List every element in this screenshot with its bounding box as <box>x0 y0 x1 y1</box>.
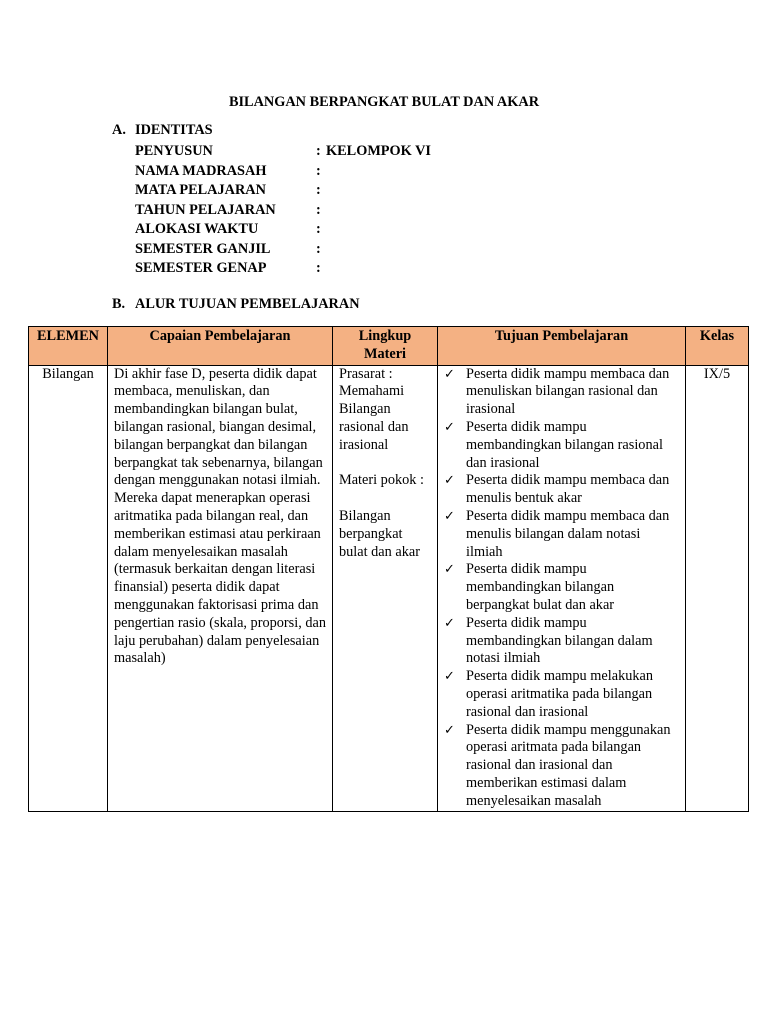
table-header-row <box>29 327 749 366</box>
list-item <box>444 508 679 561</box>
identity-row-alokasi-waktu <box>135 220 431 240</box>
identity-list <box>135 142 431 279</box>
identity-value: KELOMPOK VI <box>326 143 431 159</box>
list-item <box>444 472 679 508</box>
identity-colon: : <box>316 221 321 237</box>
identity-colon: : <box>316 260 321 276</box>
header-capaian: Capaian Pembelajaran <box>108 327 333 366</box>
identity-label: MATA PELAJARAN <box>135 182 266 198</box>
identity-label: PENYUSUN <box>135 143 213 159</box>
identity-colon: : <box>316 201 321 218</box>
lingkup-materi-pokok-label: Materi pokok : <box>339 472 424 489</box>
header-elemen: ELEMEN <box>29 327 108 366</box>
check-icon: ✓ <box>444 562 455 578</box>
check-icon: ✓ <box>444 419 455 435</box>
identity-row-semester-ganjil <box>135 240 431 260</box>
tujuan-text: Peserta didik mampu melakukan operasi aritmatika pada bilangan rasional dan irasional <box>466 668 654 720</box>
check-icon: ✓ <box>444 615 455 631</box>
cell-capaian: Di akhir fase D, peserta didik dapat membaca, menuliskan, dan membandingkan bilangan bulat, bilangan rasional, biangan desimal, bilangan berpangkat dan bilangan berpangkat tak sebenarnya, bilangan dengan menggunakan notasi ilmiah. Mereka dapat menerapkan operasi aritmatika pada bilangan real, dan memberikan estimasi atau perkiraan dalam menyelesaikan masalah (termasuk berkaitan dengan literasi finansial) peserta didik dapat menggunakan faktorisasi prima dan pengertian rasio (skala, proporsi, dan laju perubahan) dalam penyelesaian masalah) <box>108 365 333 811</box>
identity-row-tahun-pelajaran <box>135 201 431 221</box>
list-item <box>444 419 679 472</box>
identity-label: ALOKASI WAKTU <box>135 221 259 237</box>
tujuan-text: Peserta didik mampu membaca dan menuliskan bilangan rasional dan irasional <box>466 365 670 418</box>
list-item <box>444 366 679 419</box>
tujuan-text: Peserta didik mampu menggunakan operasi aritmata pada bilangan rasional dan irasional dan memberikan estimasi dalam menyelesaikan masalah <box>466 721 671 809</box>
identity-label: SEMESTER GANJIL <box>135 240 271 257</box>
section-b-number: B. <box>112 296 126 312</box>
identity-row-semester-genap <box>135 259 431 279</box>
check-icon: ✓ <box>444 508 455 524</box>
identity-label: SEMESTER GENAP <box>135 260 267 276</box>
lingkup-materi-pokok: Bilangan berpangkat bulat dan akar <box>339 507 420 560</box>
list-item <box>444 615 679 668</box>
list-item <box>444 561 679 614</box>
tujuan-text: Peserta didik mampu membandingkan bilangan dalam notasi ilmiah <box>466 614 653 667</box>
cell-elemen: Bilangan <box>29 365 108 811</box>
table-row <box>29 365 749 811</box>
check-icon: ✓ <box>444 473 455 489</box>
identity-row-penyusun <box>135 142 431 162</box>
document-title: BILANGAN BERPANGKAT BULAT DAN AKAR <box>228 94 540 110</box>
lingkup-prasarat: Prasarat : Memahami Bilangan rasional dan irasional <box>339 365 409 453</box>
section-a-title: IDENTITAS <box>135 122 213 138</box>
cell-lingkup <box>333 365 438 811</box>
check-icon: ✓ <box>444 722 455 738</box>
check-icon: ✓ <box>444 366 455 382</box>
identity-colon: : <box>316 162 321 179</box>
identity-colon: : <box>316 182 321 198</box>
header-tujuan: Tujuan Pembelajaran <box>438 327 686 366</box>
tujuan-list <box>444 366 679 811</box>
header-kelas: Kelas <box>686 327 749 366</box>
tujuan-text: Peserta didik mampu membaca dan menulis bilangan dalam notasi ilmiah <box>466 507 670 560</box>
tujuan-text: Peserta didik mampu membandingkan bilangan rasional dan irasional <box>466 418 663 471</box>
identity-label: TAHUN PELAJARAN <box>135 201 276 218</box>
identity-label: NAMA MADRASAH <box>135 162 267 179</box>
tujuan-text: Peserta didik mampu membaca dan menulis bentuk akar <box>466 472 670 507</box>
section-a-heading <box>112 122 213 139</box>
cell-kelas: IX/5 <box>686 365 749 811</box>
tujuan-text: Peserta didik mampu membandingkan bilangan berpangkat bulat dan akar <box>466 561 615 613</box>
section-b-title: ALUR TUJUAN PEMBELAJARAN <box>135 296 360 312</box>
check-icon: ✓ <box>444 669 455 685</box>
header-lingkup: Lingkup Materi <box>333 327 438 366</box>
section-b-heading <box>112 296 360 313</box>
section-a-number: A. <box>112 122 126 138</box>
cell-tujuan <box>438 365 686 811</box>
learning-flow-table <box>28 326 749 812</box>
list-item <box>444 722 679 811</box>
identity-colon: : <box>316 240 321 257</box>
identity-colon: : <box>316 143 321 159</box>
identity-row-nama-madrasah <box>135 162 431 182</box>
list-item <box>444 668 679 721</box>
identity-row-mata-pelajaran <box>135 181 431 201</box>
